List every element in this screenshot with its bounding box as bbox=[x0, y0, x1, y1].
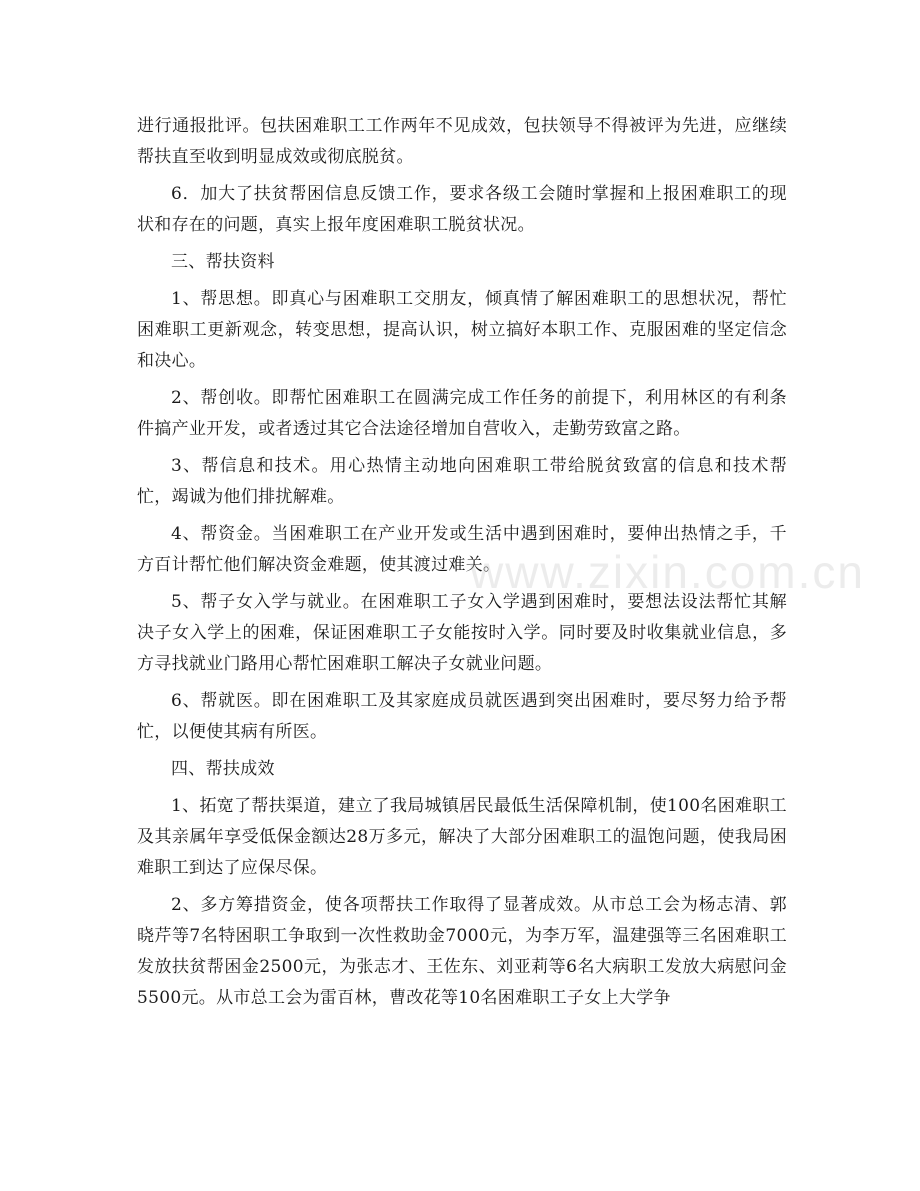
paragraph-item-6-feedback: 6．加大了扶贫帮困信息反馈工作，要求各级工会随时掌握和上报困难职工的现状和存在的问题，真实上报年度困难职工脱贫状况。 bbox=[137, 184, 787, 235]
paragraph-continuation: 进行通报批评。包扶困难职工工作两年不见成效，包扶领导不得被评为先进，应继续帮扶直至收到明显成效或彻底脱贫。 bbox=[137, 116, 787, 167]
watermark-text: www.zixin.com.cn bbox=[470, 546, 865, 598]
paragraph-result-2: 2、多方筹措资金，使各项帮扶工作取得了显著成效。从市总工会为杨志清、郭晓芹等7名特困职工争取到一次性救助金7000元，为李万军，温建强等三名困难职工发放扶贫帮困金2500元，为张志才、王佐东、刘亚莉等6名大病职工发放大病慰问金5500元。从市总工会为雷百林，曹改花等10名困难职工子女上大学争 bbox=[137, 895, 787, 1008]
section-heading-results: 四、帮扶成效 bbox=[171, 759, 275, 779]
paragraph-help-information: 3、帮信息和技术。用心热情主动地向困难职工带给脱贫致富的信息和技术帮忙，竭诚为他们排扰解难。 bbox=[137, 456, 787, 507]
paragraph-result-1: 1、拓宽了帮扶渠道，建立了我局城镇居民最低生活保障机制，使100名困难职工及其亲属年享受低保金额达28万多元，解决了大部分困难职工的温饱问题，使我局困难职工到达了应保尽保。 bbox=[137, 796, 787, 878]
paragraph-help-thought: 1、帮思想。即真心与困难职工交朋友，倾真情了解困难职工的思想状况，帮忙困难职工更新观念，转变思想，提高认识，树立搞好本职工作、克服困难的坚定信念和决心。 bbox=[137, 289, 787, 371]
paragraph-help-medical: 6、帮就医。即在困难职工及其家庭成员就医遇到突出困难时，要尽努力给予帮忙，以便使其病有所医。 bbox=[137, 691, 787, 742]
paragraph-help-funds: 4、帮资金。当困难职工在产业开发或生活中遇到困难时，要伸出热情之手，千方百计帮忙他们解决资金难题，使其渡过难关。 bbox=[137, 524, 787, 575]
section-heading-assistance-content: 三、帮扶资料 bbox=[171, 252, 275, 272]
document-body bbox=[137, 111, 787, 1020]
paragraph-help-income: 2、帮创收。即帮忙困难职工在圆满完成工作任务的前提下，利用林区的有利条件搞产业开发，或者透过其它合法途径增加自营收入，走勤劳致富之路。 bbox=[137, 388, 787, 439]
paragraph-help-education: 5、帮子女入学与就业。在困难职工子女入学遇到困难时，要想法设法帮忙其解决子女入学上的困难，保证困难职工子女能按时入学。同时要及时收集就业信息，多方寻找就业门路用心帮忙困难职工解决子女就业问题。 bbox=[137, 592, 787, 674]
